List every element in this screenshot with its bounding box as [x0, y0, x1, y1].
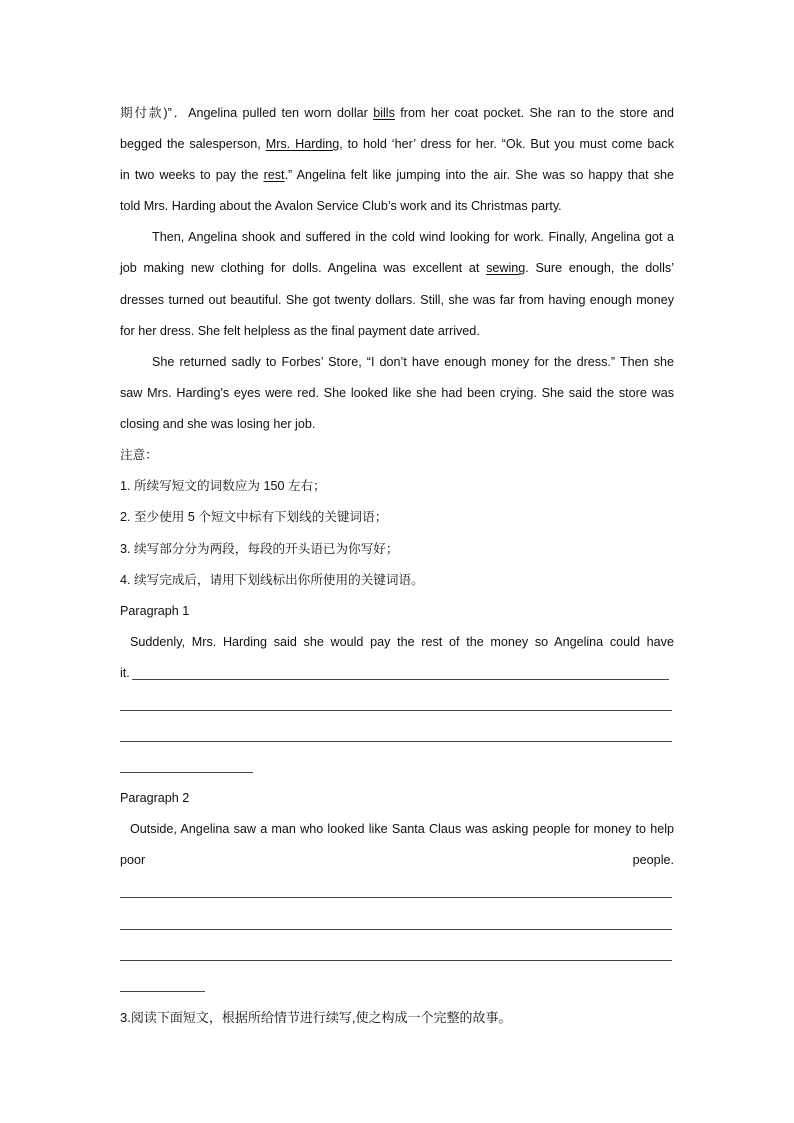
writing-line[interactable]	[120, 772, 253, 773]
paragraph1-heading: Paragraph 1	[120, 604, 190, 618]
underlined-keyword: sewing	[486, 261, 526, 275]
opening-word: people.	[632, 853, 674, 867]
notes-title: 注意：	[120, 448, 158, 462]
underlined-keyword: bills	[373, 106, 395, 120]
writing-line[interactable]	[132, 679, 669, 680]
story-line	[120, 136, 674, 152]
writing-line[interactable]	[120, 897, 672, 898]
story-line: She returned sadly to Forbes’ Store, “I don’t have enough money for the dress.” Then she	[152, 355, 674, 369]
story-line	[120, 105, 674, 121]
story-line: closing and she was losing her job.	[120, 417, 316, 431]
story-line: Then, Angelina shook and suffered in the cold wind looking for work. Finally, Angelina got a	[152, 230, 674, 244]
note-item: 3. 续写部分分为两段，每段的开头语已为你写好；	[120, 542, 399, 556]
paragraph1-opening: it.	[120, 666, 130, 680]
writing-line[interactable]	[120, 929, 672, 930]
paragraph2-opening: Outside, Angelina saw a man who looked like Santa Claus was asking people for money to help	[130, 822, 674, 836]
opening-word: poor	[120, 853, 146, 867]
story-text: , to hold ‘her’ dress for her. “Ok. But you must come back	[339, 137, 674, 151]
story-text: from her coat pocket. She ran to the store and	[394, 106, 674, 120]
story-text: . Sure enough, the dolls’	[525, 261, 674, 275]
paragraph1-opening: Suddenly, Mrs. Harding said she would pay the rest of the money so Angelina could have	[130, 635, 674, 649]
underlined-keyword: rest	[263, 168, 285, 182]
story-text: job making new clothing for dolls. Angelina was excellent at	[120, 261, 487, 275]
story-line: told Mrs. Harding about the Avalon Service Club’s work and its Christmas party.	[120, 199, 562, 213]
writing-line[interactable]	[120, 741, 672, 742]
story-text: begged the salesperson,	[120, 137, 266, 151]
note-item: 1. 所续写短文的词数应为 150 左右；	[120, 479, 326, 493]
next-question: 3.阅读下面短文，根据所给情节进行续写,使之构成一个完整的故事。	[120, 1010, 512, 1025]
story-line: for her dress. She felt helpless as the final payment date arrived.	[120, 324, 480, 338]
note-item: 4. 续写完成后，请用下划线标出你所使用的关键词语。	[120, 573, 424, 587]
story-line	[120, 167, 674, 183]
writing-line[interactable]	[120, 960, 672, 961]
story-text: in two weeks to pay the	[120, 168, 264, 182]
story-line	[120, 260, 674, 276]
paragraph2-opening	[120, 852, 674, 868]
underlined-keyword: Mrs. Harding	[265, 137, 340, 151]
story-line: saw Mrs. Harding's eyes were red. She looked like she had been crying. She said the store was	[120, 386, 674, 400]
story-text: .” Angelina felt like jumping into the air. She was so happy that she	[284, 168, 675, 182]
paragraph2-heading: Paragraph 2	[120, 791, 190, 805]
story-line: dresses turned out beautiful. She got twenty dollars. Still, she was far from having enough money	[120, 293, 674, 307]
writing-line[interactable]	[120, 991, 205, 992]
story-text: 期付款)”．Angelina pulled ten worn dollar	[120, 106, 374, 120]
writing-line[interactable]	[120, 710, 672, 711]
note-item: 2. 至少使用 5 个短文中标有下划线的关键词语；	[120, 510, 388, 524]
